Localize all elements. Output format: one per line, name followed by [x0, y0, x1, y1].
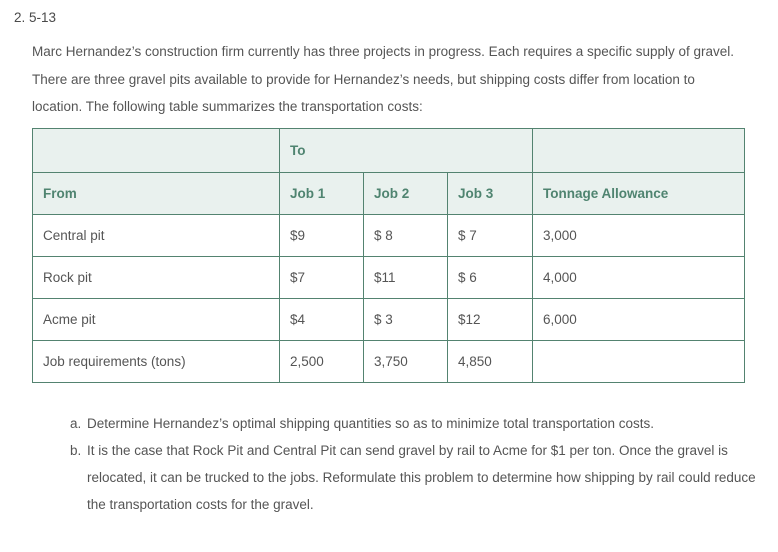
cost-cell: $9: [280, 214, 364, 256]
empty-cell: [533, 340, 745, 382]
to-header-cell: To: [280, 128, 533, 172]
intro-paragraph: Marc Hernandez’s construction firm currently has three projects in progress. Each requires a specific supply of gravel. There are three gravel pits available to provide for Hernandez’s needs, but shipping costs differ from location to location. The following table summarizes the transportation costs:: [32, 44, 735, 114]
table-row-acme-pit: [33, 298, 745, 340]
cost-cell: $11: [364, 256, 448, 298]
table-row-rock-pit: [33, 256, 745, 298]
requirement-cell: 3,750: [364, 340, 448, 382]
cost-cell: $ 6: [448, 256, 533, 298]
question-label: a.: [70, 415, 82, 431]
question-item-a: [70, 410, 764, 437]
empty-header-cell: [533, 128, 745, 172]
tonnage-cell: 3,000: [533, 214, 745, 256]
row-label-cell: Rock pit: [33, 256, 280, 298]
table-row-job-requirements: [33, 340, 745, 382]
tonnage-cell: 4,000: [533, 256, 745, 298]
cost-cell: $12: [448, 298, 533, 340]
cost-cell: $ 8: [364, 214, 448, 256]
column-header-job2: Job 2: [364, 172, 448, 214]
table-header-row: [33, 172, 745, 214]
column-header-job3: Job 3: [448, 172, 533, 214]
empty-header-cell: [33, 128, 280, 172]
question-text: Determine Hernandez’s optimal shipping quantities so as to minimize total transportation costs.: [87, 415, 655, 431]
tonnage-cell: 6,000: [533, 298, 745, 340]
question-label: b.: [70, 442, 82, 458]
table-to-row: [33, 128, 745, 172]
question-item-b: [70, 437, 764, 518]
table-row-central-pit: [33, 214, 745, 256]
cost-cell: $7: [280, 256, 364, 298]
requirement-cell: 4,850: [448, 340, 533, 382]
row-label-cell: Central pit: [33, 214, 280, 256]
column-header-job1: Job 1: [280, 172, 364, 214]
row-label-cell: Job requirements (tons): [33, 340, 280, 382]
cost-cell: $ 3: [364, 298, 448, 340]
transportation-cost-table: [32, 128, 745, 383]
cost-cell: $4: [280, 298, 364, 340]
cost-cell: $ 7: [448, 214, 533, 256]
problem-content: [32, 38, 764, 518]
column-header-tonnage: Tonnage Allowance: [533, 172, 745, 214]
question-text: It is the case that Rock Pit and Central Pit can send gravel by rail to Acme for $1 per ton. Once the gravel is relocated, it can be trucked to the jobs. Reformulate this problem to determine how shipping by rail could reduce the transportation costs for the gravel.: [87, 442, 756, 512]
row-label-cell: Acme pit: [33, 298, 280, 340]
column-header-from: From: [33, 172, 280, 214]
question-list: [70, 410, 764, 518]
requirement-cell: 2,500: [280, 340, 364, 382]
problem-heading: 2. 5-13: [14, 10, 57, 25]
